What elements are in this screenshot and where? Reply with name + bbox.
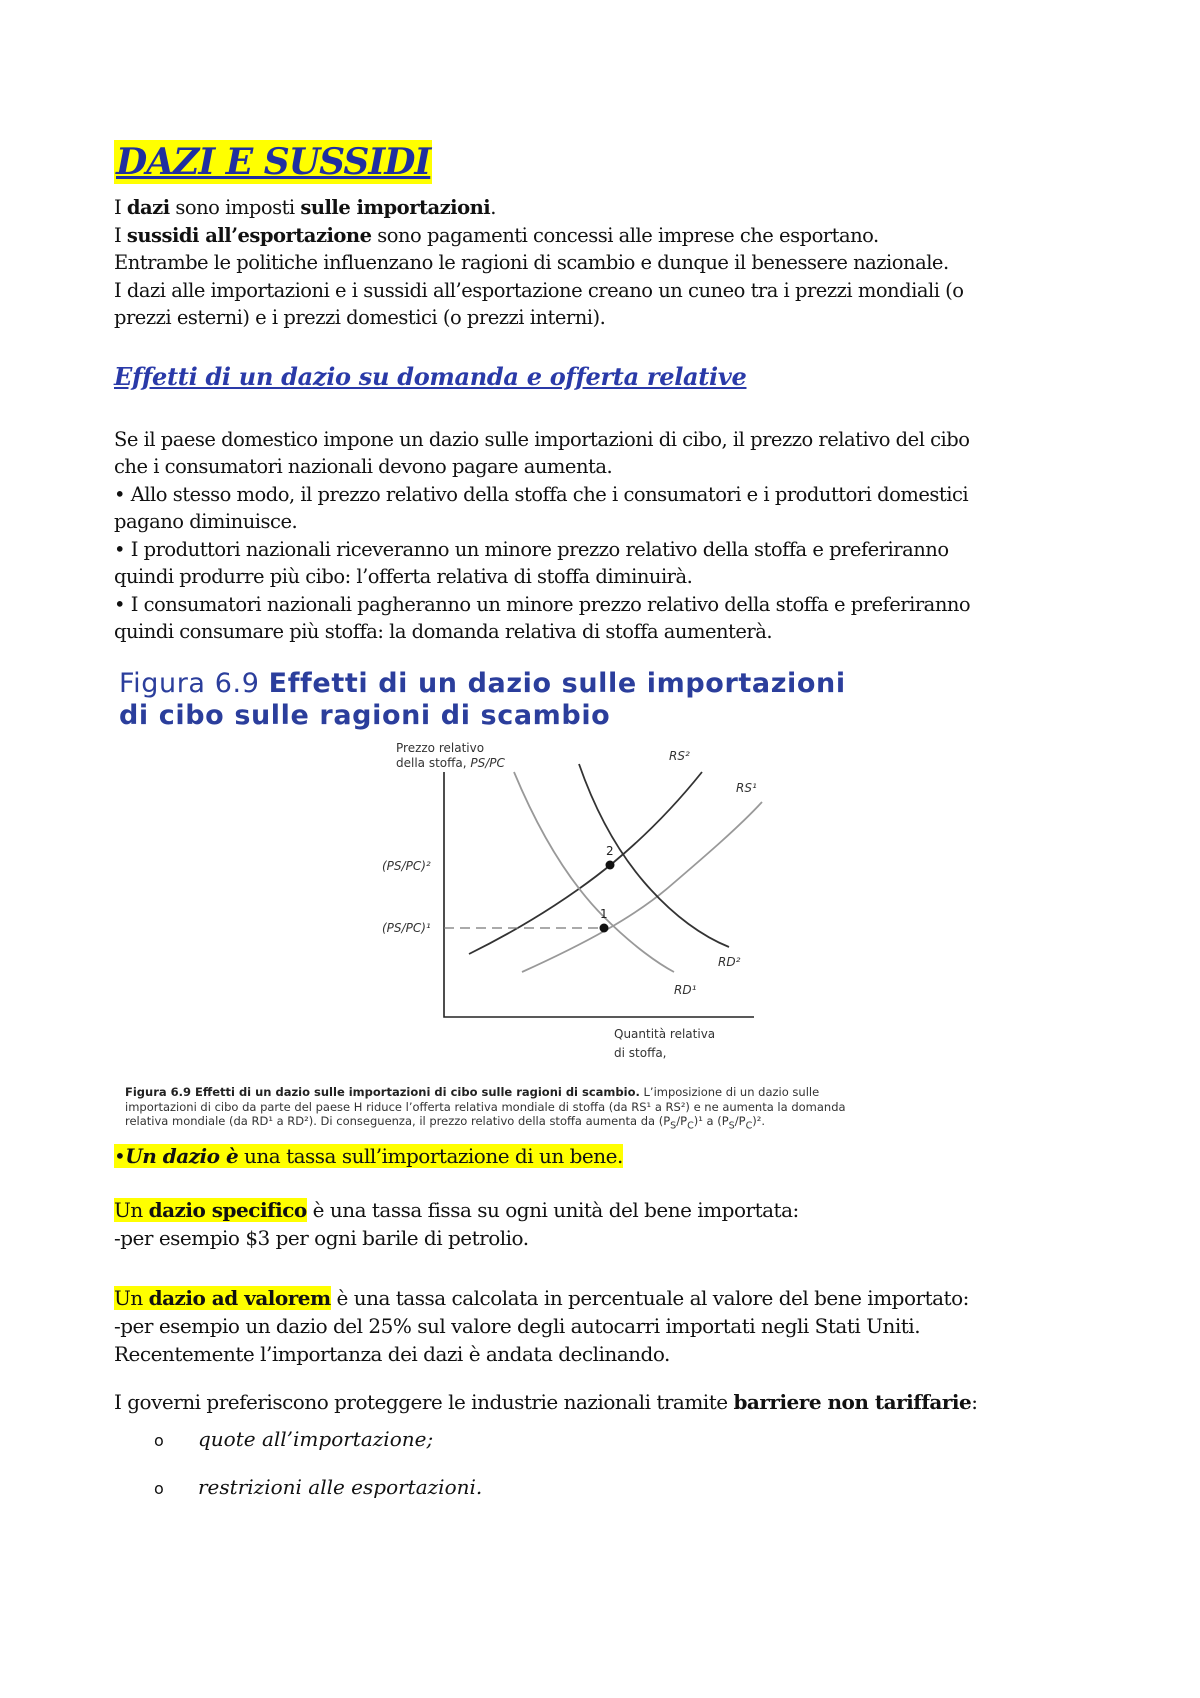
bullet-marker: o: [154, 1478, 164, 1498]
document-page: [114, 140, 1094, 1522]
bold-term-dazi: dazi: [126, 196, 170, 219]
effects-line: • I produttori nazionali riceveranno un minore prezzo relativo della stoffa e preferiranno: [114, 537, 949, 561]
section-subtitle: Effetti di un dazio su domanda e offerta relative: [114, 361, 747, 391]
text: )¹ a (P: [693, 1114, 729, 1128]
text: sono imposti: [169, 196, 301, 219]
text: I: [114, 223, 127, 247]
list-item: [114, 1426, 1094, 1454]
effects-line: che i consumatori nazionali devono pagare aumenta.: [114, 455, 613, 478]
text: una tassa sull’importazione di un bene.: [238, 1143, 623, 1168]
caption-text: L’imposizione di un dazio sulle importazioni di cibo da parte del paese H riduce l’offerta relativa mondiale di stoffa (da RS¹ a RS²) e ne aumenta la domanda relativa mondiale (da RD¹ a RD²). Di conseguenza, il prezzo relativo della stoffa aumenta da (P: [125, 1085, 846, 1128]
text: :: [971, 1389, 978, 1414]
effects-line: pagano diminuisce.: [114, 510, 298, 533]
text: è una tassa fissa su ogni unità del bene importata:: [306, 1197, 799, 1222]
figure-title-1: Effetti di un dazio sulle importazioni: [268, 667, 846, 699]
intro-line-3: Entrambe le politiche influenzano le ragioni di scambio e dunque il benessere nazionale.: [114, 251, 949, 274]
list-item-text: restrizioni alle esportazioni.: [198, 1474, 483, 1499]
effects-section: [114, 426, 1094, 646]
y-axis-label-line1: Prezzo relativo: [396, 740, 485, 755]
equilibrium-label-1: 1: [600, 906, 608, 921]
text: I: [114, 196, 127, 219]
ad-valorem-line: [114, 1284, 1094, 1312]
bold-term-dazio-specifico: dazio specifico: [148, 1197, 307, 1222]
highlighted-term: [114, 1198, 307, 1222]
text: .: [490, 196, 496, 219]
ad-valorem-example: -per esempio un dazio del 25% sul valore degli autocarri importati negli Stati Uniti.: [114, 1313, 921, 1338]
text: /P: [676, 1114, 688, 1128]
highlighted-definition: [114, 1144, 623, 1168]
specific-tariff-line: [114, 1196, 1094, 1224]
figure-title-2: di cibo sulle ragioni di scambio: [119, 699, 611, 731]
chart-axes: [444, 772, 754, 1017]
bullet: •: [114, 1143, 126, 1168]
text: sono pagamenti concessi alle imprese che esportano.: [371, 223, 879, 247]
text: )².: [752, 1114, 766, 1128]
list-item: [114, 1474, 1094, 1502]
ad-valorem-trend: Recentemente l’importanza dei dazi è andata declinando.: [114, 1341, 670, 1366]
highlighted-term: [114, 1286, 331, 1310]
equilibrium-label-2: 2: [606, 843, 614, 858]
bold-term-sussidi: sussidi all’esportazione: [126, 223, 372, 247]
page-title: DAZI E SUSSIDI: [116, 141, 431, 183]
non-tariff-line: [114, 1388, 1094, 1416]
italic-term: Un dazio è: [125, 1143, 239, 1168]
series-label-rs1: RS¹: [736, 780, 757, 795]
y-tick-label-1: (PS/PC)¹: [382, 920, 431, 935]
bullet-marker: o: [154, 1430, 164, 1450]
text: /P: [734, 1114, 746, 1128]
text: Un: [114, 1197, 149, 1222]
series-line-rs2: [469, 772, 702, 954]
chart-container: [114, 732, 1094, 1072]
effects-line: Se il paese domestico impone un dazio sulle importazioni di cibo, il prezzo relativo del cibo: [114, 427, 970, 451]
figure-heading: [119, 668, 1094, 732]
effects-line: • I consumatori nazionali pagheranno un minore prezzo relativo della stoffa e preferiranno: [114, 592, 971, 616]
sub: C: [745, 1120, 753, 1132]
intro-line-2: [114, 222, 1094, 250]
specific-tariff-example: -per esempio $3 per ogni barile di petrolio.: [114, 1225, 529, 1250]
bold-term-barriere: barriere non tariffarie: [733, 1389, 972, 1414]
tariff-definition-section: [114, 1142, 1094, 1502]
tariff-chart: [114, 732, 1094, 1072]
tariff-definition: [114, 1142, 1094, 1170]
effects-line: quindi produrre più cibo: l’offerta relativa di stoffa diminuirà.: [114, 565, 693, 588]
caption-title: Figura 6.9 Effetti di un dazio sulle importazioni di cibo sulle ragioni di scambio.: [125, 1085, 640, 1099]
sub: C: [687, 1120, 694, 1132]
figure-number: Figura 6.9: [119, 667, 269, 699]
effects-line: • Allo stesso modo, il prezzo relativo della stoffa che i consumatori e i produttori domestici: [114, 482, 969, 506]
equilibrium-point-2: [606, 860, 615, 869]
equilibrium-point-1: [600, 923, 609, 932]
intro-section: [114, 194, 1094, 332]
series-label-rd2: RD²: [718, 954, 741, 969]
text: I governi preferiscono proteggere le industrie nazionali tramite: [114, 1389, 734, 1414]
bold-term-ad-valorem: dazio ad valorem: [148, 1285, 331, 1310]
intro-line-1: [114, 194, 1094, 222]
text: è una tassa calcolata in percentuale al valore del bene importato:: [330, 1285, 969, 1310]
intro-line-5: prezzi esterni) e i prezzi domestici (o prezzi interni).: [114, 306, 606, 329]
sub: S: [728, 1120, 735, 1132]
series-label-rd1: RD¹: [674, 982, 697, 997]
text: Un: [114, 1285, 149, 1310]
x-axis-label-line2: di stoffa,: [614, 1045, 667, 1060]
x-axis-label-line1: Quantità relativa: [614, 1026, 716, 1041]
figure-caption: [125, 1085, 885, 1134]
effects-line: quindi consumare più stoffa: la domanda relativa di stoffa aumenterà.: [114, 620, 773, 643]
intro-line-4: I dazi alle importazioni e i sussidi all’esportazione creano un cuneo tra i prezzi mondiali (o: [114, 278, 964, 302]
series-label-rs2: RS²: [669, 748, 690, 763]
bold-term-importazioni: sulle importazioni: [300, 196, 491, 219]
y-axis-label-line2: della stoffa, PS/PC: [396, 755, 505, 770]
y-tick-label-2: (PS/PC)²: [382, 858, 431, 873]
barriers-list: [114, 1426, 1094, 1502]
list-item-text: quote all’importazione;: [198, 1426, 434, 1451]
sub: S: [670, 1120, 677, 1132]
